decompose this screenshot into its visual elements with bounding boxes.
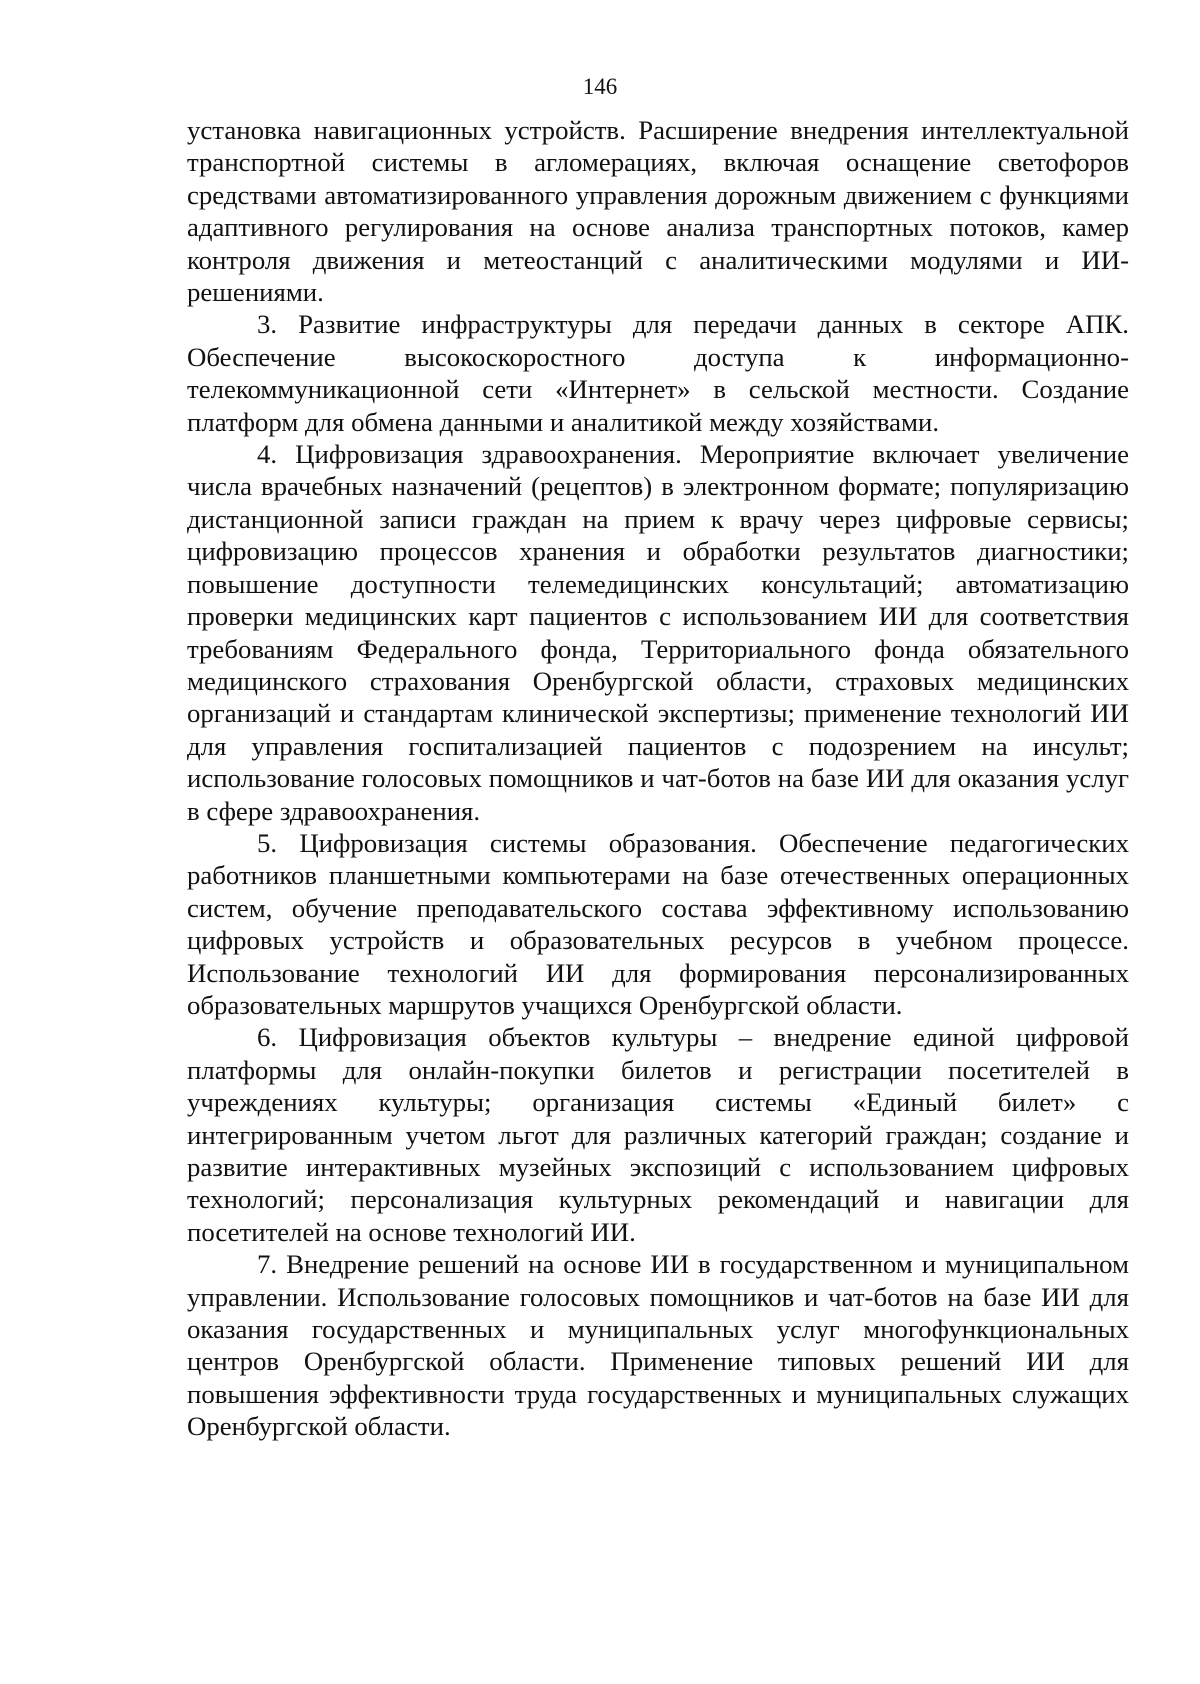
paragraph-6-culture: 6. Цифровизация объектов культуры – внедрение единой цифровой платформы для онлайн-покупки билетов и регистрации посетителей в учреждениях культуры; организация системы «Единый билет» с интегрированным учетом льгот для различных категорий граждан; создание и развитие интерактивных музейных экспозиций с использованием цифровых технологий; персонализация культурных рекомендаций и навигации для посетителей на основе технологий ИИ. xyxy=(187,1022,1129,1247)
paragraph-5-education: 5. Цифровизация системы образования. Обеспечение педагогических работников планшетными компьютерами на базе отечественных операционных систем, обучение преподавательского состава эффективному использованию цифровых устройств и образовательных ресурсов в учебном процессе. Использование технологий ИИ для формирования персонализированных образовательных маршрутов учащихся Оренбургской области. xyxy=(187,827,1129,1020)
page-number: 146 xyxy=(582,74,618,99)
document-body xyxy=(187,114,1129,1443)
paragraph-7-government: 7. Внедрение решений на основе ИИ в государственном и муниципальном управлении. Использование голосовых помощников и чат-ботов на базе ИИ для оказания государственных и муниципальных услуг многофункциональных центров Оренбургской области. Применение типовых решений ИИ для повышения эффективности труда государственных и муниципальных служащих Оренбургской области. xyxy=(187,1249,1129,1442)
paragraph-4-healthcare: 4. Цифровизация здравоохранения. Мероприятие включает увеличение числа врачебных назначений (рецептов) в электронном формате; популяризацию дистанционной записи граждан на прием к врачу через цифровые сервисы; цифровизацию процессов хранения и обработки результатов диагностики; повышение доступности телемедицинских консультаций; автоматизацию проверки медицинских карт пациентов с использованием ИИ для соответствия требованиям Федерального фонда, Территориального фонда обязательного медицинского страхования Оренбургской области, страховых медицинских организаций и стандартам клинической экспертизы; применение технологий ИИ для управления госпитализацией пациентов с подозрением на инсульт; использование голосовых помощников и чат-ботов на базе ИИ для оказания услуг в сфере здравоохранения. xyxy=(187,439,1129,826)
paragraph-transport: установка навигационных устройств. Расширение внедрения интеллектуальной транспортной системы в агломерациях, включая оснащение светофоров средствами автоматизированного управления дорожным движением с функциями адаптивного регулирования на основе анализа транспортных потоков, камер контроля движения и метеостанций с аналитическими модулями и ИИ-решениями. xyxy=(187,115,1129,308)
paragraph-3-agro-data: 3. Развитие инфраструктуры для передачи данных в секторе АПК. Обеспечение высокоскоростного доступа к информационно-телекоммуникационной сети «Интернет» в сельской местности. Создание платформ для обмена данными и аналитикой между хозяйствами. xyxy=(187,309,1129,437)
